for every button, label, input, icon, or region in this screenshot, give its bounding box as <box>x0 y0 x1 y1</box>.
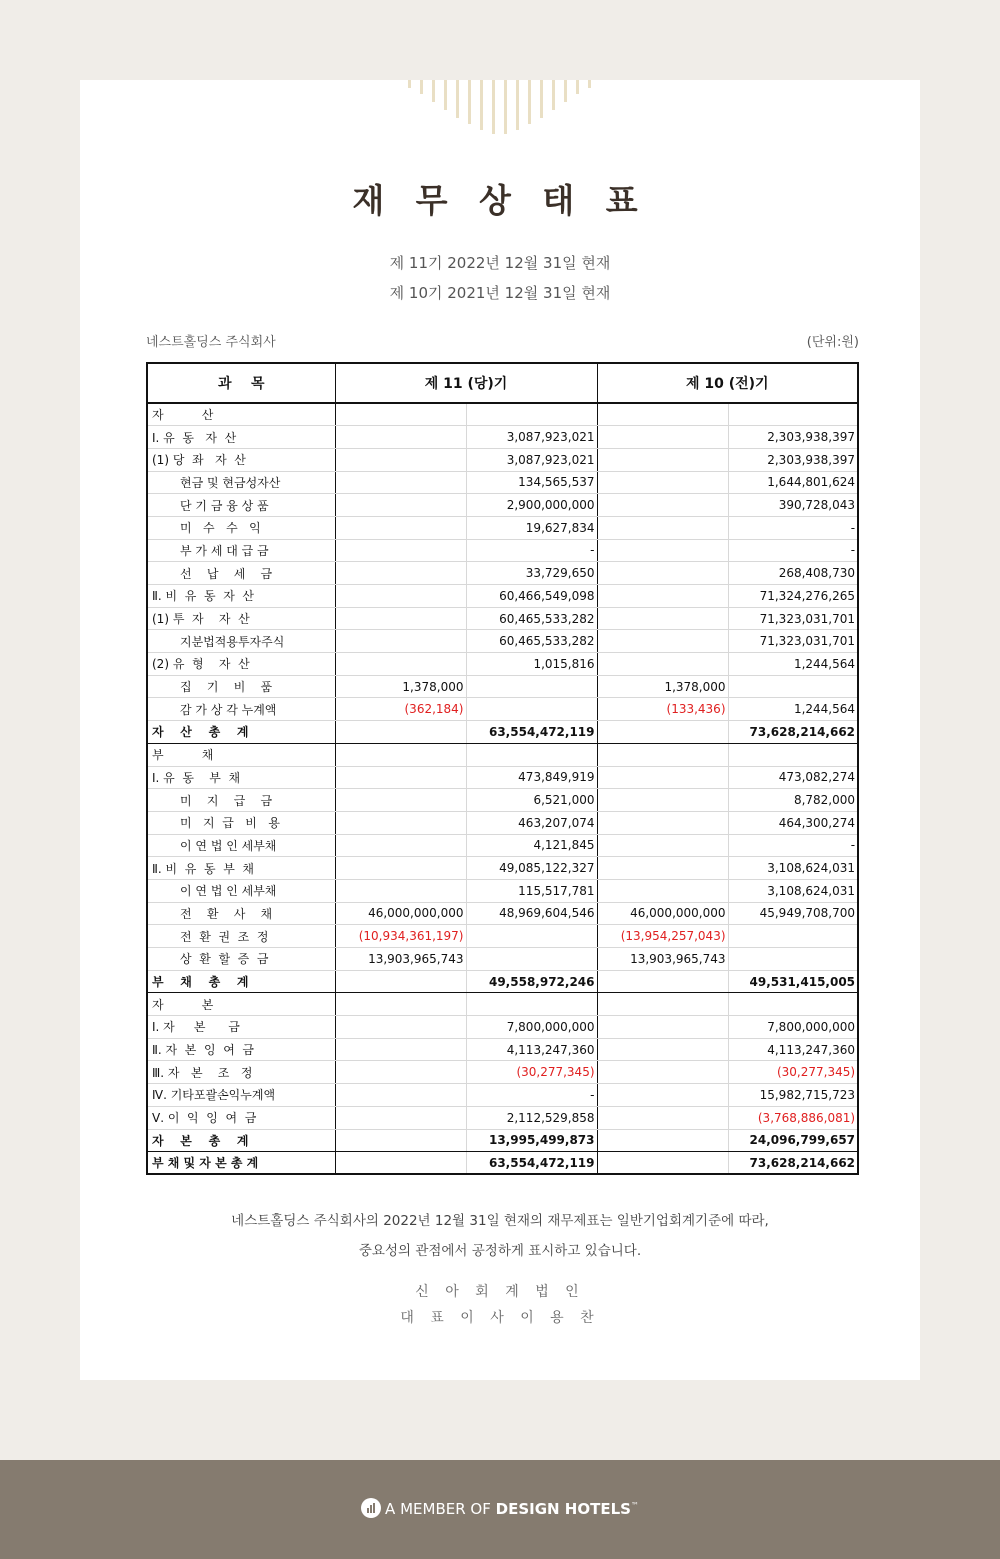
prior-detail-value <box>597 426 728 449</box>
total-row <box>147 1152 858 1175</box>
prior-detail-value <box>597 539 728 562</box>
row-label: 지분법적용투자주식 <box>147 630 335 653</box>
row-label: Ⅲ. 자 본 조 정 <box>147 1061 335 1084</box>
auditor-firm: 신 아 회 계 법 인 <box>415 1284 585 1300</box>
decorative-line <box>480 80 483 130</box>
row-label: 자 본 총 계 <box>147 1129 335 1152</box>
current-total-value <box>466 948 597 971</box>
current-total-value: 134,565,537 <box>466 471 597 494</box>
prior-total-value: - <box>728 539 858 562</box>
prior-detail-value <box>597 879 728 902</box>
table-row <box>147 857 858 880</box>
current-total-value: 3,087,923,021 <box>466 426 597 449</box>
current-total-value: 473,849,919 <box>466 766 597 789</box>
current-detail-value <box>335 516 466 539</box>
current-detail-value <box>335 993 466 1016</box>
decorative-line <box>444 80 447 110</box>
decorative-line <box>588 80 591 88</box>
current-total-value: 49,085,122,327 <box>466 857 597 880</box>
current-total-value <box>466 925 597 948</box>
current-detail-value: 1,378,000 <box>335 675 466 698</box>
current-total-value: 60,465,533,282 <box>466 630 597 653</box>
current-total-value: 48,969,604,546 <box>466 902 597 925</box>
current-total-value: 33,729,650 <box>466 562 597 585</box>
prior-detail-value <box>597 1084 728 1107</box>
decorative-line <box>492 80 495 134</box>
decorative-line <box>516 80 519 130</box>
current-total-value: 6,521,000 <box>466 789 597 812</box>
decorative-line <box>468 80 471 124</box>
current-total-value: (30,277,345) <box>466 1061 597 1084</box>
row-label: Ⅴ. 이 익 잉 여 금 <box>147 1106 335 1129</box>
row-label: Ⅰ. 자 본 금 <box>147 1016 335 1039</box>
prior-total-value: (3,768,886,081) <box>728 1106 858 1129</box>
current-total-value: 60,466,549,098 <box>466 585 597 608</box>
table-row <box>147 585 858 608</box>
row-label: 부 채 총 계 <box>147 970 335 993</box>
decorative-line <box>540 80 543 118</box>
row-label: 집 기 비 품 <box>147 675 335 698</box>
footer-brand: DESIGN HOTELS <box>495 1500 631 1518</box>
current-detail-value <box>335 789 466 812</box>
table-row <box>147 1038 858 1061</box>
row-label: Ⅱ. 비 유 동 부 채 <box>147 857 335 880</box>
prior-total-value <box>728 993 858 1016</box>
row-label: 미 수 수 익 <box>147 516 335 539</box>
auditor-note <box>0 1206 1000 1266</box>
prior-detail-value <box>597 1016 728 1039</box>
prior-total-value: 49,531,415,005 <box>728 970 858 993</box>
footer <box>0 1460 1000 1559</box>
current-detail-value <box>335 1129 466 1152</box>
current-total-value: 1,015,816 <box>466 653 597 676</box>
prior-detail-value <box>597 471 728 494</box>
prior-total-value: 8,782,000 <box>728 789 858 812</box>
table-row <box>147 834 858 857</box>
row-label: 자 본 <box>147 993 335 1016</box>
prior-total-value: 24,096,799,657 <box>728 1129 858 1152</box>
current-detail-value <box>335 879 466 902</box>
current-detail-value <box>335 630 466 653</box>
unit-label: (단위:원) <box>806 335 859 350</box>
table-row <box>147 1084 858 1107</box>
table-row <box>147 562 858 585</box>
current-detail-value <box>335 766 466 789</box>
current-total-value: 4,113,247,360 <box>466 1038 597 1061</box>
current-total-value: 2,900,000,000 <box>466 494 597 517</box>
row-label: 미 지 급 금 <box>147 789 335 812</box>
decorative-line <box>552 80 555 110</box>
current-detail-value <box>335 448 466 471</box>
current-detail-value <box>335 426 466 449</box>
row-label: (1) 투 자 자 산 <box>147 607 335 630</box>
prior-total-value: 3,108,624,031 <box>728 857 858 880</box>
row-label: 미 지 급 비 용 <box>147 811 335 834</box>
current-total-value <box>466 993 597 1016</box>
table-row <box>147 743 858 766</box>
row-label: Ⅱ. 자 본 잉 여 금 <box>147 1038 335 1061</box>
current-total-value: 63,554,472,119 <box>466 721 597 744</box>
total-row <box>147 1129 858 1152</box>
prior-total-value: 45,949,708,700 <box>728 902 858 925</box>
prior-detail-value <box>597 970 728 993</box>
current-total-value <box>466 675 597 698</box>
table-row <box>147 1106 858 1129</box>
prior-detail-value <box>597 993 728 1016</box>
current-detail-value <box>335 471 466 494</box>
table-row <box>147 948 858 971</box>
note-line: 중요성의 관점에서 공정하게 표시하고 있습니다. <box>358 1243 642 1259</box>
period-current: 제 11기 2022년 12월 31일 현재 <box>389 254 611 272</box>
prior-detail-value <box>597 1106 728 1129</box>
prior-total-value <box>728 403 858 426</box>
footer-prefix: A MEMBER OF <box>385 1500 491 1518</box>
decorative-lines-icon <box>404 80 596 134</box>
current-detail-value <box>335 811 466 834</box>
prior-detail-value <box>597 607 728 630</box>
prior-detail-value <box>597 857 728 880</box>
prior-detail-value <box>597 1061 728 1084</box>
balance-sheet-table <box>146 362 859 1175</box>
row-label: Ⅳ. 기타포괄손익누계액 <box>147 1084 335 1107</box>
prior-total-value: 2,303,938,397 <box>728 448 858 471</box>
header-prior-period: 제 10 (전)기 <box>597 363 858 403</box>
current-total-value <box>466 743 597 766</box>
total-row <box>147 970 858 993</box>
row-label: Ⅰ. 유 동 부 채 <box>147 766 335 789</box>
current-detail-value <box>335 721 466 744</box>
page-title: 재 무 상 태 표 <box>352 181 648 220</box>
note-line: 네스트홀딩스 주식회사의 2022년 12월 31일 현재의 재무제표는 일반기업회계기준에 따라, <box>231 1213 769 1229</box>
current-detail-value: 13,903,965,743 <box>335 948 466 971</box>
current-total-value: 19,627,834 <box>466 516 597 539</box>
prior-total-value <box>728 925 858 948</box>
table-row <box>147 426 858 449</box>
row-label: 부 채 및 자 본 총 계 <box>147 1152 335 1175</box>
prior-total-value <box>728 675 858 698</box>
prior-detail-value <box>597 516 728 539</box>
representative: 대 표 이 사 이 용 찬 <box>400 1310 600 1326</box>
current-total-value <box>466 403 597 426</box>
current-detail-value <box>335 607 466 630</box>
current-detail-value <box>335 494 466 517</box>
prior-detail-value <box>597 630 728 653</box>
row-label: 감 가 상 각 누계액 <box>147 698 335 721</box>
prior-total-value: - <box>728 834 858 857</box>
prior-detail-value: 1,378,000 <box>597 675 728 698</box>
row-label: 자 산 총 계 <box>147 721 335 744</box>
table-row <box>147 766 858 789</box>
current-detail-value <box>335 585 466 608</box>
decorative-line <box>576 80 579 94</box>
table-row <box>147 494 858 517</box>
prior-total-value: 7,800,000,000 <box>728 1016 858 1039</box>
footer-trademark: ™ <box>630 1501 639 1510</box>
prior-detail-value: 13,903,965,743 <box>597 948 728 971</box>
signature-block <box>0 1279 1000 1331</box>
prior-detail-value <box>597 403 728 426</box>
table-row <box>147 675 858 698</box>
table-row <box>147 1061 858 1084</box>
prior-total-value: 71,323,031,701 <box>728 607 858 630</box>
row-label: 상 환 할 증 금 <box>147 948 335 971</box>
row-label: 전 환 권 조 정 <box>147 925 335 948</box>
header-account: 과 목 <box>147 363 335 403</box>
decorative-line <box>456 80 459 118</box>
current-total-value: - <box>466 539 597 562</box>
row-label: 현금 및 현금성자산 <box>147 471 335 494</box>
prior-detail-value <box>597 1152 728 1175</box>
prior-total-value: 1,244,564 <box>728 698 858 721</box>
current-detail-value <box>335 539 466 562</box>
current-detail-value: (10,934,361,197) <box>335 925 466 948</box>
row-label: 전 환 사 채 <box>147 902 335 925</box>
table-row <box>147 653 858 676</box>
prior-total-value: 15,982,715,723 <box>728 1084 858 1107</box>
row-label: (2) 유 형 자 산 <box>147 653 335 676</box>
prior-detail-value <box>597 721 728 744</box>
prior-detail-value <box>597 811 728 834</box>
prior-total-value: 268,408,730 <box>728 562 858 585</box>
decorative-line <box>528 80 531 124</box>
prior-detail-value <box>597 1129 728 1152</box>
table-row <box>147 607 858 630</box>
table-row <box>147 448 858 471</box>
table-row <box>147 902 858 925</box>
decorative-line <box>420 80 423 94</box>
current-detail-value: (362,184) <box>335 698 466 721</box>
design-hotels-logo-icon <box>361 1498 381 1518</box>
table-row <box>147 539 858 562</box>
current-total-value: 49,558,972,246 <box>466 970 597 993</box>
table-row <box>147 471 858 494</box>
prior-detail-value: (13,954,257,043) <box>597 925 728 948</box>
prior-total-value: - <box>728 516 858 539</box>
prior-total-value: 73,628,214,662 <box>728 1152 858 1175</box>
prior-total-value: 473,082,274 <box>728 766 858 789</box>
prior-total-value <box>728 743 858 766</box>
table-row <box>147 630 858 653</box>
current-detail-value <box>335 403 466 426</box>
prior-detail-value <box>597 789 728 812</box>
prior-detail-value: (133,436) <box>597 698 728 721</box>
prior-total-value: 464,300,274 <box>728 811 858 834</box>
row-label: Ⅰ. 유 동 자 산 <box>147 426 335 449</box>
current-total-value: 4,121,845 <box>466 834 597 857</box>
current-detail-value <box>335 1084 466 1107</box>
decorative-line <box>432 80 435 102</box>
row-label: 부 채 <box>147 743 335 766</box>
company-name: 네스트홀딩스 주식회사 <box>146 335 276 350</box>
current-detail-value <box>335 562 466 585</box>
current-total-value: 115,517,781 <box>466 879 597 902</box>
total-row <box>147 721 858 744</box>
prior-detail-value <box>597 448 728 471</box>
current-total-value: - <box>466 1084 597 1107</box>
current-detail-value: 46,000,000,000 <box>335 902 466 925</box>
current-detail-value <box>335 834 466 857</box>
current-total-value <box>466 698 597 721</box>
prior-detail-value <box>597 834 728 857</box>
prior-total-value: (30,277,345) <box>728 1061 858 1084</box>
prior-detail-value <box>597 1038 728 1061</box>
row-label: Ⅱ. 비 유 동 자 산 <box>147 585 335 608</box>
prior-detail-value <box>597 562 728 585</box>
header-current-period: 제 11 (당)기 <box>335 363 597 403</box>
current-detail-value <box>335 970 466 993</box>
current-total-value: 463,207,074 <box>466 811 597 834</box>
table-row <box>147 1016 858 1039</box>
current-total-value: 60,465,533,282 <box>466 607 597 630</box>
prior-detail-value <box>597 653 728 676</box>
current-total-value: 63,554,472,119 <box>466 1152 597 1175</box>
prior-detail-value <box>597 585 728 608</box>
prior-total-value: 390,728,043 <box>728 494 858 517</box>
current-detail-value <box>335 1016 466 1039</box>
prior-total-value: 3,108,624,031 <box>728 879 858 902</box>
current-total-value: 13,995,499,873 <box>466 1129 597 1152</box>
table-row <box>147 879 858 902</box>
table-row <box>147 698 858 721</box>
current-detail-value <box>335 857 466 880</box>
prior-detail-value <box>597 743 728 766</box>
row-label: 부 가 세 대 급 금 <box>147 539 335 562</box>
prior-total-value: 1,244,564 <box>728 653 858 676</box>
prior-total-value: 2,303,938,397 <box>728 426 858 449</box>
prior-total-value: 1,644,801,624 <box>728 471 858 494</box>
prior-total-value: 4,113,247,360 <box>728 1038 858 1061</box>
table-row <box>147 993 858 1016</box>
table-row <box>147 403 858 426</box>
table-row <box>147 516 858 539</box>
period-prior: 제 10기 2021년 12월 31일 현재 <box>389 284 611 302</box>
table-header-row <box>147 363 858 403</box>
row-label: 이 연 법 인 세부채 <box>147 879 335 902</box>
decorative-line <box>408 80 411 88</box>
table-row <box>147 925 858 948</box>
prior-total-value: 71,324,276,265 <box>728 585 858 608</box>
table-row <box>147 811 858 834</box>
row-label: (1) 당 좌 자 산 <box>147 448 335 471</box>
row-label: 선 납 세 금 <box>147 562 335 585</box>
current-detail-value <box>335 1152 466 1175</box>
prior-detail-value <box>597 766 728 789</box>
decorative-line <box>564 80 567 102</box>
current-detail-value <box>335 1106 466 1129</box>
current-total-value: 2,112,529,858 <box>466 1106 597 1129</box>
prior-total-value <box>728 948 858 971</box>
current-detail-value <box>335 743 466 766</box>
current-detail-value <box>335 1038 466 1061</box>
prior-detail-value <box>597 494 728 517</box>
decorative-line <box>504 80 507 134</box>
prior-detail-value: 46,000,000,000 <box>597 902 728 925</box>
table-row <box>147 789 858 812</box>
current-total-value: 3,087,923,021 <box>466 448 597 471</box>
prior-total-value: 71,323,031,701 <box>728 630 858 653</box>
current-detail-value <box>335 1061 466 1084</box>
row-label: 자 산 <box>147 403 335 426</box>
design-hotels-link[interactable] <box>0 1498 1000 1518</box>
prior-total-value: 73,628,214,662 <box>728 721 858 744</box>
current-total-value: 7,800,000,000 <box>466 1016 597 1039</box>
current-detail-value <box>335 653 466 676</box>
row-label: 이 연 법 인 세부채 <box>147 834 335 857</box>
row-label: 단 기 금 융 상 품 <box>147 494 335 517</box>
